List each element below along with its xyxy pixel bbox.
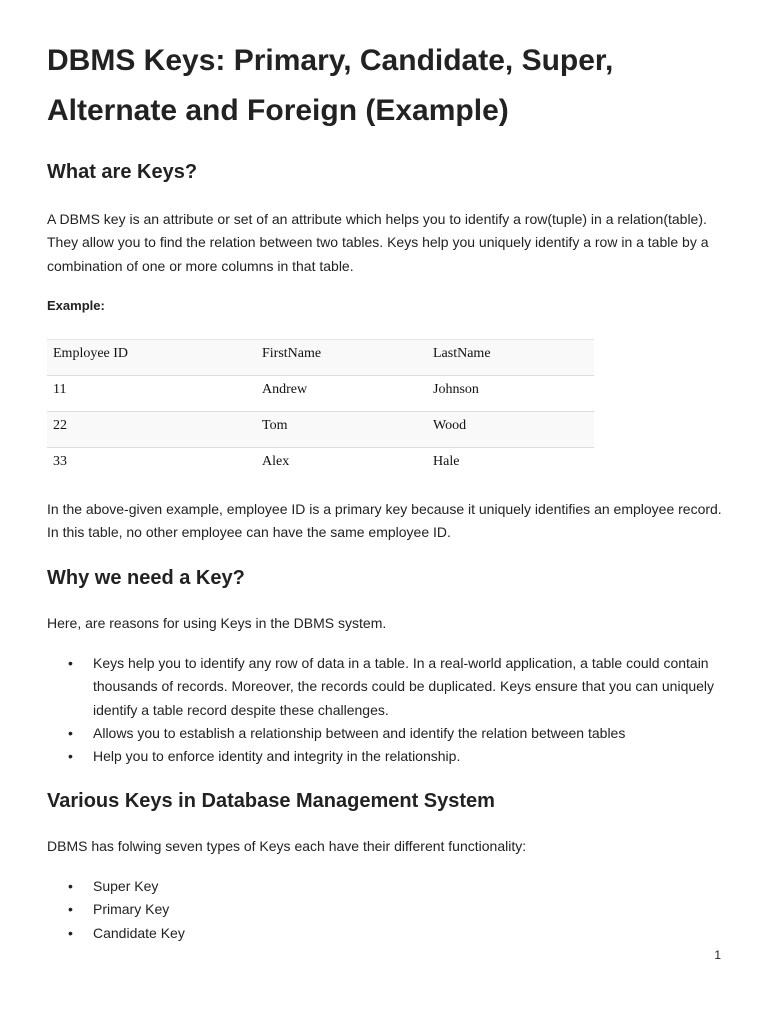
table-cell: Johnson [427, 376, 594, 412]
table-cell: 33 [53, 454, 67, 469]
table-cell: Hale [433, 454, 460, 469]
paragraph-keys-definition: A DBMS key is an attribute or set of an attribute which helps you to identify a row(tuple) in a relation(table). They allow you to find the relation between two tables. Keys help you uniquely identify a row in a table by a combination of one or more columns in that table. [47, 211, 709, 274]
paragraph-reasons-intro: Here, are reasons for using Keys in the DBMS system. [47, 615, 387, 631]
bullet-icon: • [68, 748, 73, 765]
list-item-text: Super Key [93, 878, 159, 894]
bullet-icon: • [68, 924, 73, 941]
section-heading-what-are-keys: What are Keys? [47, 161, 198, 183]
paragraph-primary-key-example: In the above-given example, employee ID is a primary key because it uniquely identifies an employee record. In this table, no other employee can have the same employee ID. [47, 501, 722, 541]
list-item [47, 898, 727, 921]
list-item [47, 722, 727, 745]
bullet-icon: • [68, 878, 73, 894]
list-item-text: Candidate Key [93, 924, 185, 941]
list-item-text: Primary Key [93, 901, 170, 918]
section-heading-various-keys: Various Keys in Database Management System [47, 790, 495, 812]
table-cell: Andrew [256, 376, 427, 412]
list-item-text: Help you to enforce identity and integrity in the relationship. [93, 748, 461, 765]
page-number: 1 [714, 948, 721, 962]
bullet-icon: • [68, 724, 73, 741]
table-header-cell: LastName [427, 340, 594, 376]
table-cell: Wood [427, 412, 594, 448]
key-types-list [47, 875, 727, 945]
list-item-text: Allows you to establish a relationship between and identify the relation between tables [93, 724, 626, 741]
reasons-list [47, 652, 727, 768]
table-row [47, 448, 594, 484]
table-cell: Alex [262, 454, 290, 469]
list-item [47, 875, 727, 898]
table-header-cell: FirstName [256, 340, 427, 376]
section-heading-why-need-key: Why we need a Key? [47, 567, 245, 589]
table-row [47, 376, 594, 412]
table-header-cell: Employee ID [47, 340, 256, 376]
bullet-icon: • [68, 901, 73, 918]
list-item [47, 652, 727, 722]
list-item [47, 745, 727, 768]
table-header-row [47, 340, 594, 376]
table-cell: Tom [256, 412, 427, 448]
list-item-text: Keys help you to identify any row of data in a table. In a real-world application, a table could contain thousands of records. Moreover, the records could be duplicated. Keys ensure that you can uniquely identify a table record despite these challenges. [93, 655, 715, 718]
list-item [47, 922, 727, 945]
bullet-icon: • [68, 655, 73, 671]
table-cell: 11 [47, 376, 256, 412]
example-label: Example: [47, 298, 105, 313]
page-title: DBMS Keys: Primary, Candidate, Super, Alternate and Foreign (Example) [47, 44, 614, 127]
paragraph-seven-keys-intro: DBMS has folwing seven types of Keys each have their different functionality: [47, 838, 527, 854]
table-row [47, 412, 594, 448]
table-cell: 22 [47, 412, 256, 448]
employee-table [47, 339, 594, 484]
